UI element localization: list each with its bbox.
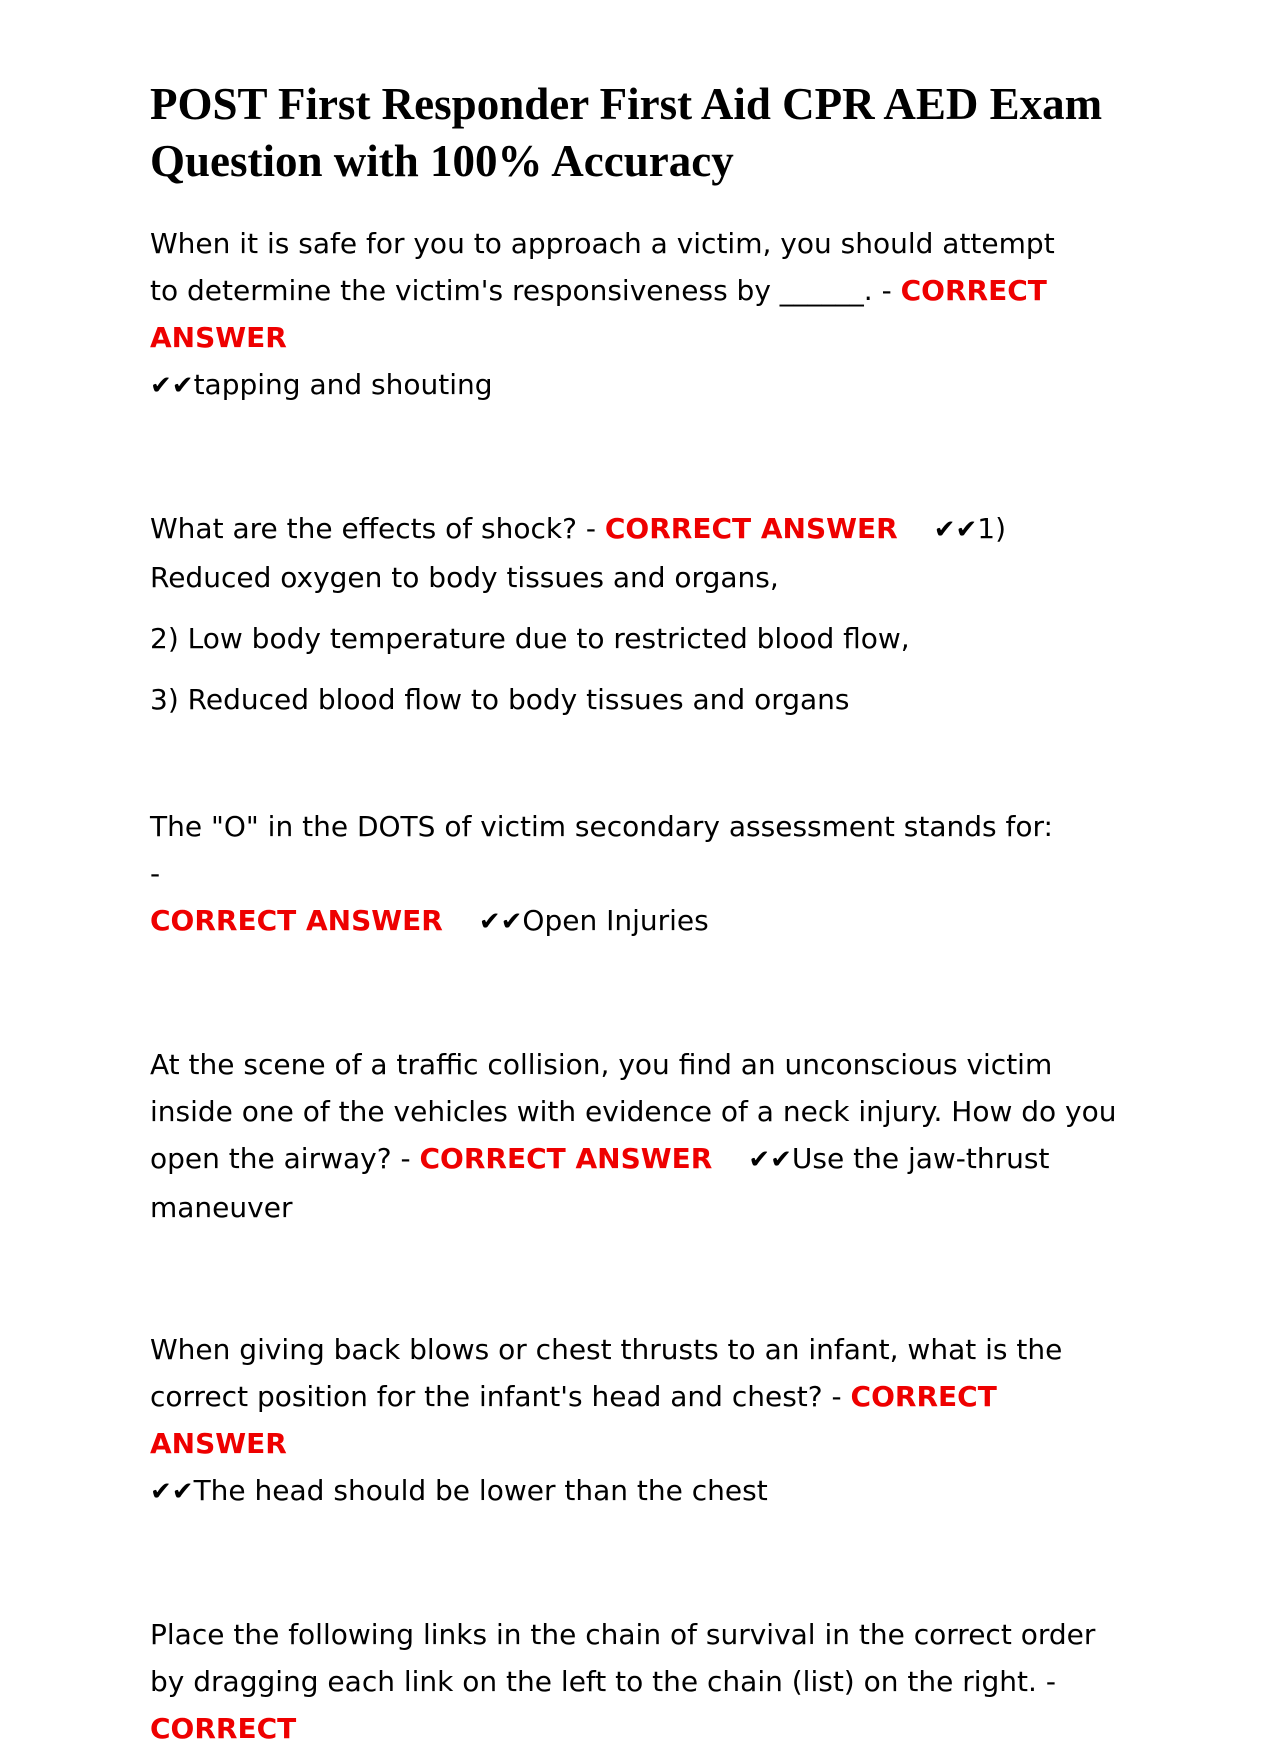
document-page xyxy=(150,76,1140,1752)
qa-item-6 xyxy=(150,1611,1140,1752)
correct-answer-label: CORRECT ANSWER xyxy=(150,274,1047,354)
check-icon: ✔✔ xyxy=(748,1145,792,1175)
question-text: When giving back blows or chest thrusts to an infant, what is the correct position for the infant's head and chest? - xyxy=(150,1333,1063,1413)
question-text: Place the following links in the chain of survival in the correct order by dragging each link on the left to the chain (list) on the right. - xyxy=(150,1618,1096,1698)
answer-text: Open Injuries xyxy=(522,904,709,937)
answer-text: tapping and shouting xyxy=(193,368,493,401)
question-text: The "O" in the DOTS of victim secondary assessment stands for: - xyxy=(150,810,1053,890)
question-text: At the scene of a traffic collision, you find an unconscious victim inside one of the vehicles with evidence of a neck injury. How do you open the airway? - xyxy=(150,1048,1117,1175)
correct-answer-label: CORRECT xyxy=(150,1712,297,1745)
qa-text xyxy=(150,1041,1140,1231)
question-text: When it is safe for you to approach a victim, you should attempt to determine the victim's responsiveness by ______. - xyxy=(150,227,1055,307)
qa-item-2 xyxy=(150,505,1140,723)
check-icon: ✔✔ xyxy=(150,371,194,401)
qa-item-1 xyxy=(150,220,1140,410)
check-icon: ✔✔ xyxy=(478,907,523,937)
qa-item-5 xyxy=(150,1326,1140,1516)
question-text: What are the effects of shock? - xyxy=(150,512,596,545)
qa-text xyxy=(150,1326,1070,1516)
answer-line: 3) Reduced blood flow to body tissues and organs xyxy=(150,683,850,716)
check-icon: ✔✔ xyxy=(150,1477,194,1507)
qa-item-4 xyxy=(150,1041,1140,1231)
qa-text xyxy=(150,1611,1110,1752)
document-title: POST First Responder First Aid CPR AED Exam Question with 100% Accuracy xyxy=(150,79,1103,186)
answer-text: Use the jaw-thrust maneuver xyxy=(150,1142,1050,1224)
qa-text xyxy=(150,803,1070,946)
correct-answer-label: CORRECT ANSWER xyxy=(604,512,898,545)
correct-answer-label: CORRECT ANSWER xyxy=(150,1380,997,1460)
qa-text xyxy=(150,220,1070,410)
check-icon: ✔✔ xyxy=(933,515,978,545)
answer-line: 2) Low body temperature due to restricted blood flow, xyxy=(150,622,910,655)
correct-answer-label: CORRECT ANSWER xyxy=(150,904,443,937)
qa-text xyxy=(150,505,1110,601)
qa-item-3 xyxy=(150,803,1140,946)
answer-text: The head should be lower than the chest xyxy=(193,1474,768,1507)
answer-text: 1) Reduced oxygen to body tissues and organs, xyxy=(150,512,1007,594)
correct-answer-label: CORRECT ANSWER xyxy=(419,1142,713,1175)
